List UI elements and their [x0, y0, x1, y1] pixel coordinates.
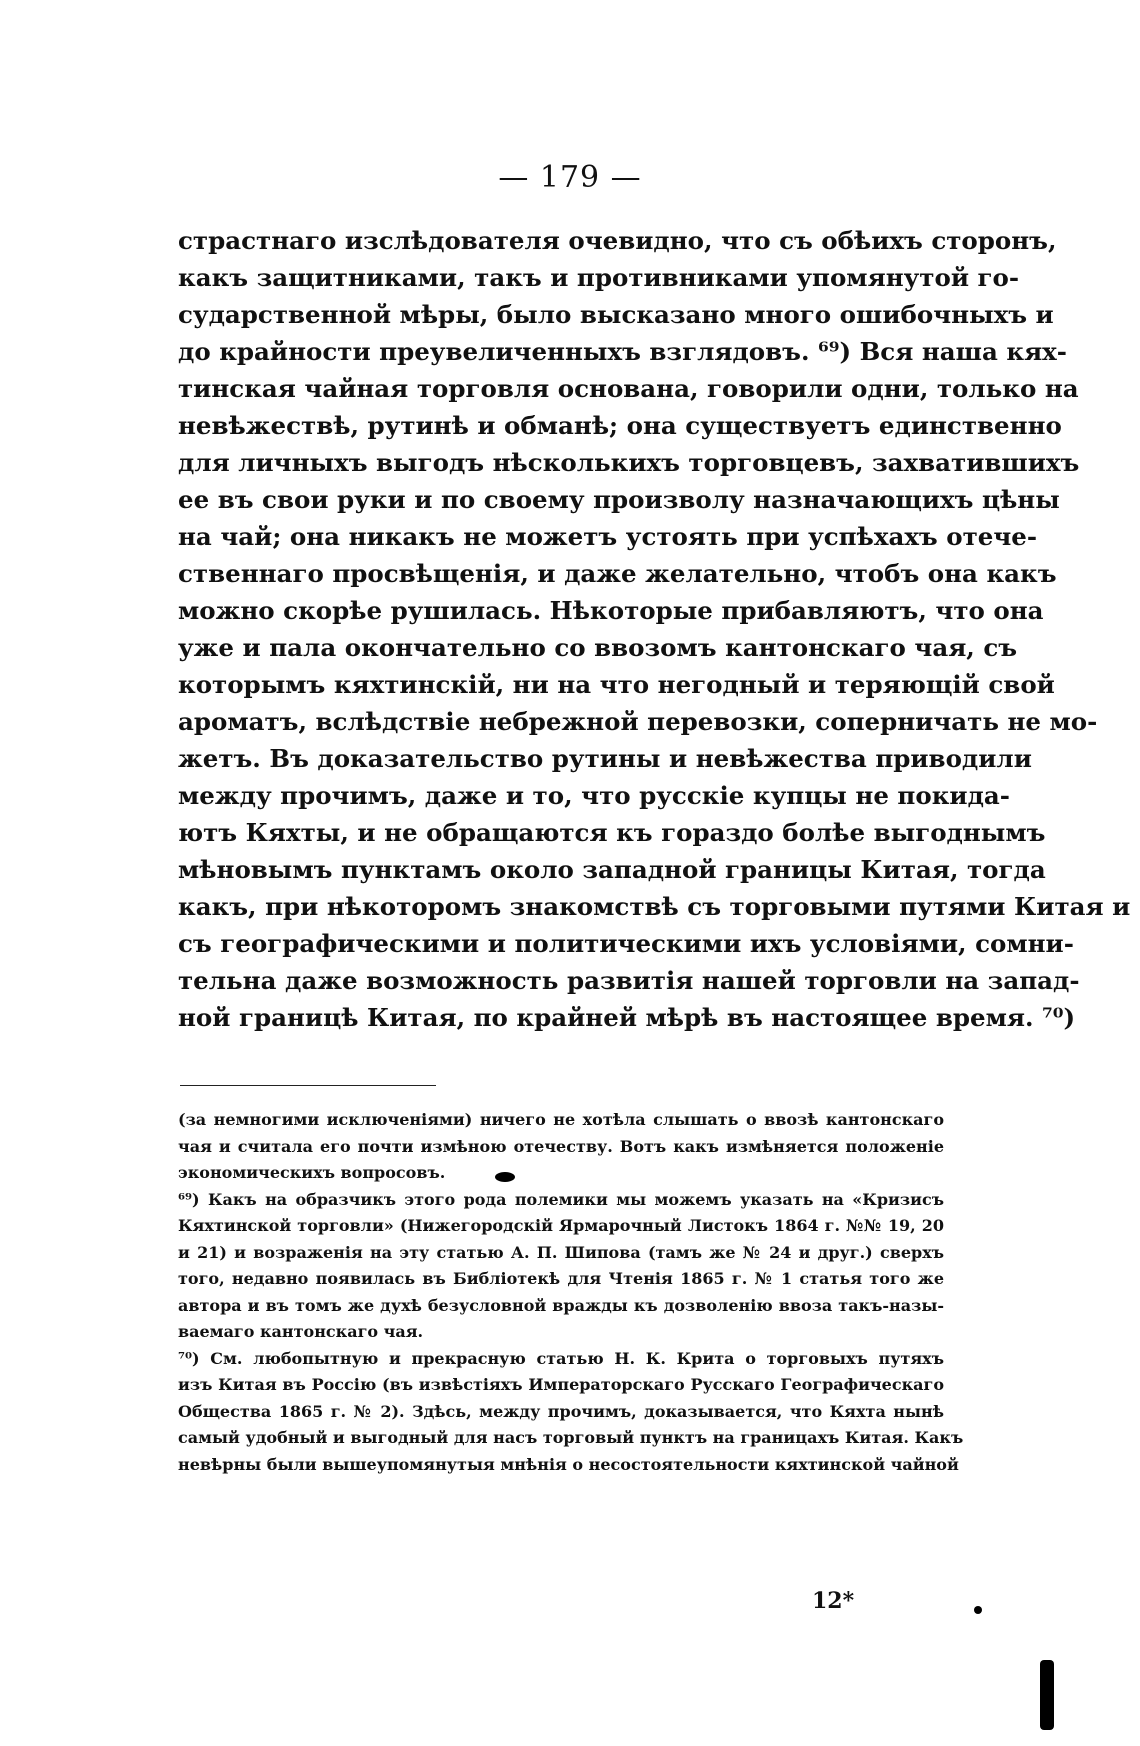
footnote-line: автора и въ томъ же духѣ безусловной вражды къ дозволенію ввоза такъ-назы- [178, 1295, 944, 1315]
ink-blot [974, 1606, 982, 1614]
scan-edge-mark [1040, 1660, 1054, 1730]
footnote-line: ⁶⁹) Какъ на образчикъ этого рода полемики мы можемъ указать на «Кризисъ [178, 1189, 944, 1209]
text-line: для личныхъ выгодъ нѣсколькихъ торговцевъ, захватившихъ [178, 448, 1080, 477]
text-line: уже и пала окончательно со ввозомъ кантонскаго чая, съ [178, 633, 1018, 662]
footnote-line: самый удобный и выгодный для насъ торговый пунктъ на границахъ Китая. Какъ [178, 1428, 964, 1447]
text-line: можно скорѣе рушилась. Нѣкоторые прибавляютъ, что она [178, 596, 1044, 625]
text-line: сударственной мѣры, было высказано много ошибочныхъ и [178, 300, 1054, 329]
footnote-line: Кяхтинской торговли» (Нижегородскій Ярмарочный Листокъ 1864 г. №№ 19, 20 [178, 1216, 944, 1235]
text-line: съ географическими и политическими ихъ условіями, сомни- [178, 929, 1074, 958]
text-line: ютъ Кяхты, и не обращаются къ гораздо болѣе выгоднымъ [178, 818, 1046, 847]
text-line: которымъ кяхтинскій, ни на что негодный и теряющій свой [178, 670, 1055, 699]
footnote-line: изъ Китая въ Россію (въ извѣстіяхъ Императорскаго Русскаго Географическаго [178, 1375, 944, 1394]
footnote-line: чая и считала его почти измѣною отечеству. Вотъ какъ измѣняется положеніе [178, 1136, 944, 1156]
text-line: жетъ. Въ доказательство рутины и невѣжества приводили [178, 744, 1032, 773]
main-text [178, 222, 1131, 1036]
text-line: какъ, при нѣкоторомъ знакомствѣ съ торговыми путями Китая и [178, 892, 1131, 921]
footnote-line: Общества 1865 г. № 2). Здѣсь, между прочимъ, доказывается, что Кяхта нынѣ [178, 1401, 944, 1421]
ink-blot [495, 1172, 515, 1182]
text-line: тельна даже возможность развитія нашей торговли на запад- [178, 966, 1080, 995]
footnote-separator [180, 1085, 436, 1086]
footnote-line: ваемаго кантонскаго чая. [178, 1322, 424, 1341]
signature-mark: 12* [812, 1588, 855, 1614]
text-line: какъ защитниками, такъ и противниками упомянутой го- [178, 263, 1020, 292]
footnote-line: и 21) и возраженія на эту статью А. П. Шипова (тамъ же № 24 и друг.) сверхъ [178, 1242, 944, 1262]
text-line: мѣновымъ пунктамъ около западной границы Китая, тогда [178, 855, 1046, 884]
text-line: на чай; она никакъ не можетъ устоять при успѣхахъ отече- [178, 522, 1038, 551]
footnote-line: (за немногими исключеніями) ничего не хотѣла слышать о ввозѣ кантонскаго [178, 1110, 944, 1129]
text-line: до крайности преувеличенныхъ взглядовъ. ⁶⁹) Вся наша кях- [178, 337, 1067, 366]
text-line: невѣжествѣ, рутинѣ и обманѣ; она существуетъ единственно [178, 411, 1062, 440]
footnotes [178, 1107, 964, 1478]
page-number: — 179 — [498, 160, 642, 195]
text-line: страстнаго изслѣдователя очевидно, что съ обѣихъ сторонъ, [178, 226, 1057, 255]
footnote-line: невѣрны были вышеупомянутыя мнѣнія о несостоятельности кяхтинской чайной [178, 1454, 959, 1474]
text-line: ароматъ, вслѣдствіе небрежной перевозки, соперничать не мо- [178, 707, 1098, 736]
footnote-line: ⁷⁰) См. любопытную и прекрасную статью Н. К. Крита о торговыхъ путяхъ [178, 1348, 944, 1368]
text-line: тинская чайная торговля основана, говорили одни, только на [178, 374, 1079, 403]
text-line: ее въ свои руки и по своему произволу назначающихъ цѣны [178, 485, 1060, 514]
text-line: ственнаго просвѣщенія, и даже желательно, чтобъ она какъ [178, 559, 1057, 588]
footnote-line: экономическихъ вопросовъ. [178, 1163, 446, 1182]
footnote-line: того, недавно появилась въ Библіотекѣ для Чтенія 1865 г. № 1 статья того же [178, 1269, 944, 1288]
text-line: между прочимъ, даже и то, что русскіе купцы не покида- [178, 781, 1010, 810]
text-line: ной границѣ Китая, по крайней мѣрѣ въ настоящее время. ⁷⁰) [178, 1003, 1076, 1032]
